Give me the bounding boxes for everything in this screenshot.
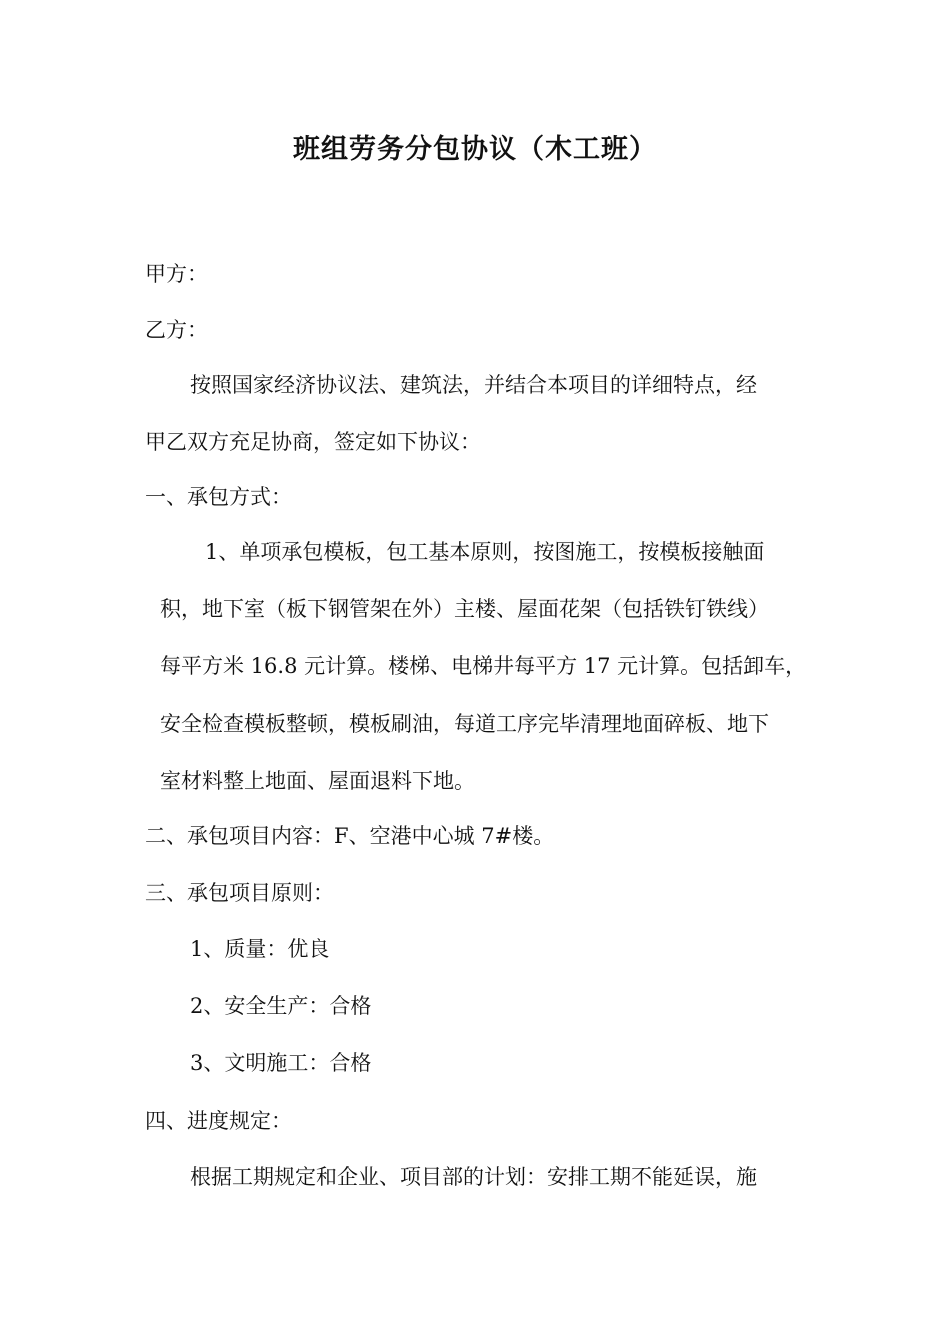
section-heading-contract-method: 一、承包方式： <box>145 485 292 509</box>
contract-method-item-line: 1、单项承包模板，包工基本原则，按图施工，按模板接触面 <box>205 540 765 564</box>
principle-item-safety: 2、安全生产：合格 <box>190 994 372 1018</box>
party-a-label: 甲方： <box>145 262 208 286</box>
contract-method-item-line: 室材料整上地面、屋面退料下地。 <box>160 769 475 793</box>
intro-paragraph-line: 甲乙双方充足协商，签定如下协议： <box>145 430 481 454</box>
principle-item-quality: 1、质量：优良 <box>190 937 330 961</box>
schedule-paragraph-line: 根据工期规定和企业、项目部的计划：安排工期不能延误，施 <box>190 1165 757 1189</box>
contract-method-item-line: 积，地下室（板下钢管架在外）主楼、屋面花架（包括铁钉铁线） <box>160 597 769 621</box>
principle-item-civilized-construction: 3、文明施工：合格 <box>190 1051 372 1075</box>
intro-paragraph-line: 按照国家经济协议法、建筑法，并结合本项目的详细特点，经 <box>190 373 757 397</box>
contract-method-item-line: 每平方米 16.8 元计算。楼梯、电梯井每平方 17 元计算。包括卸车， <box>160 654 807 678</box>
document-title: 班组劳务分包协议（木工班） <box>293 134 657 165</box>
section-heading-project-principles: 三、承包项目原则： <box>145 881 334 905</box>
section-heading-project-content: 二、承包项目内容：F、空港中心城 7#楼。 <box>145 824 555 848</box>
party-b-label: 乙方： <box>145 318 208 342</box>
contract-method-item-line: 安全检查模板整顿，模板刷油，每道工序完毕清理地面碎板、地下 <box>160 712 769 736</box>
section-heading-schedule: 四、进度规定： <box>145 1109 292 1133</box>
